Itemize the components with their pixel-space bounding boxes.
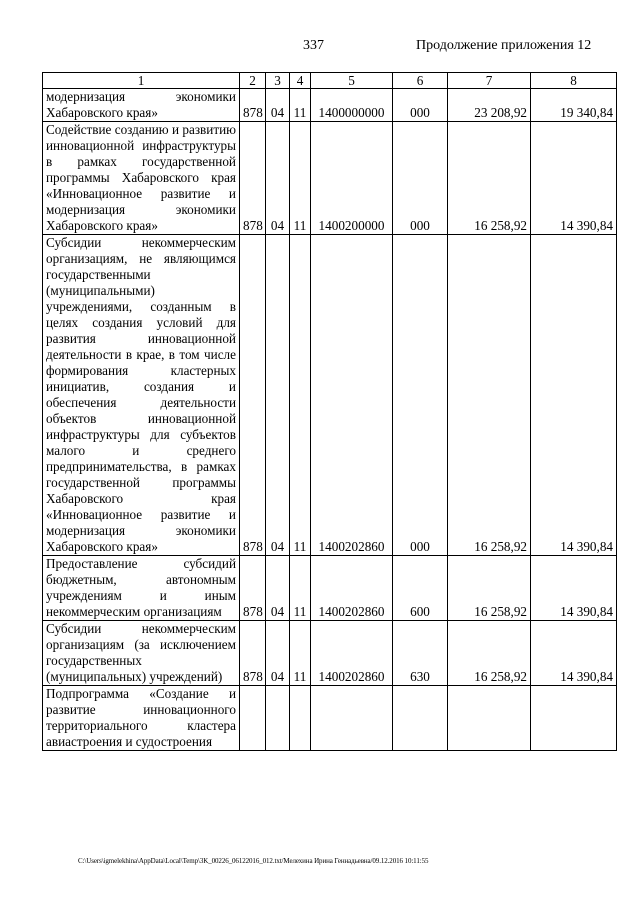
expense-type-code <box>393 686 448 751</box>
ministry-code: 878 <box>240 621 266 686</box>
target-article-code: 1400202860 <box>311 556 393 621</box>
amount-col7: 16 258,92 <box>448 122 531 235</box>
row-name: Субсидии некоммерческим организациям (за исключением государственных (муниципальных) учреждений) <box>43 621 240 686</box>
ministry-code <box>240 686 266 751</box>
section-code: 04 <box>266 621 290 686</box>
expense-type-code: 000 <box>393 122 448 235</box>
table-row <box>43 89 617 122</box>
section-code <box>266 686 290 751</box>
column-header: 7 <box>448 73 531 89</box>
file-path-footer: C:\Users\igmelekhina\AppData\Local\Temp\3K_00226_06122016_012.txt/Мелехина Ирина Геннадьевна/09.12.2016 10:11:55 <box>78 857 429 865</box>
column-header: 2 <box>240 73 266 89</box>
expense-type-code: 000 <box>393 235 448 556</box>
ministry-code: 878 <box>240 556 266 621</box>
amount-col8: 19 340,84 <box>531 89 617 122</box>
amount-col7: 16 258,92 <box>448 556 531 621</box>
table-row <box>43 122 617 235</box>
ministry-code: 878 <box>240 89 266 122</box>
table-row <box>43 621 617 686</box>
target-article-code: 1400200000 <box>311 122 393 235</box>
column-header: 8 <box>531 73 617 89</box>
target-article-code <box>311 686 393 751</box>
table-row <box>43 235 617 556</box>
column-header: 5 <box>311 73 393 89</box>
section-code: 04 <box>266 235 290 556</box>
budget-table <box>42 72 617 751</box>
row-name: Субсидии некоммерческим организациям, не являющимся государственными (муниципальными) учреждениями, созданным в целях создания условий для развития инновационной деятельности в крае, в том числе формирования кластерных инициатив, создания и обеспечения деятельности объектов инновационной инфраструктуры для субъектов малого и среднего предпринимательства, в рамках государственной программы Хабаровского края «Инновационное развитие и модернизация экономики Хабаровского края» <box>43 235 240 556</box>
amount-col8 <box>531 686 617 751</box>
appendix-continuation-note: Продолжение приложения 12 <box>416 38 592 53</box>
target-article-code: 1400202860 <box>311 235 393 556</box>
expense-type-code: 630 <box>393 621 448 686</box>
page-number: 337 <box>303 38 324 53</box>
column-header: 6 <box>393 73 448 89</box>
amount-col7: 23 208,92 <box>448 89 531 122</box>
amount-col7: 16 258,92 <box>448 621 531 686</box>
amount-col7 <box>448 686 531 751</box>
subsection-code: 11 <box>290 235 311 556</box>
section-code: 04 <box>266 122 290 235</box>
amount-col8: 14 390,84 <box>531 621 617 686</box>
amount-col8: 14 390,84 <box>531 556 617 621</box>
column-header-row <box>43 73 617 89</box>
amount-col8: 14 390,84 <box>531 122 617 235</box>
column-header: 1 <box>43 73 240 89</box>
row-name: модернизация экономики Хабаровского края» <box>43 89 240 122</box>
subsection-code: 11 <box>290 122 311 235</box>
table-row <box>43 686 617 751</box>
table-row <box>43 556 617 621</box>
section-code: 04 <box>266 556 290 621</box>
row-name: Содействие созданию и развитию инновационной инфраструктуры в рамках государственной программы Хабаровского края «Инновационное развитие и модернизация экономики Хабаровского края» <box>43 122 240 235</box>
subsection-code: 11 <box>290 89 311 122</box>
row-name: Предоставление субсидий бюджетным, автономным учреждениям и иным некоммерческим организациям <box>43 556 240 621</box>
target-article-code: 1400000000 <box>311 89 393 122</box>
amount-col7: 16 258,92 <box>448 235 531 556</box>
target-article-code: 1400202860 <box>311 621 393 686</box>
amount-col8: 14 390,84 <box>531 235 617 556</box>
expense-type-code: 600 <box>393 556 448 621</box>
column-header: 4 <box>290 73 311 89</box>
ministry-code: 878 <box>240 122 266 235</box>
ministry-code: 878 <box>240 235 266 556</box>
expense-type-code: 000 <box>393 89 448 122</box>
row-name: Подпрограмма «Создание и развитие инновационного территориального кластера авиастроения и судостроения <box>43 686 240 751</box>
subsection-code: 11 <box>290 556 311 621</box>
subsection-code <box>290 686 311 751</box>
column-header: 3 <box>266 73 290 89</box>
section-code: 04 <box>266 89 290 122</box>
subsection-code: 11 <box>290 621 311 686</box>
